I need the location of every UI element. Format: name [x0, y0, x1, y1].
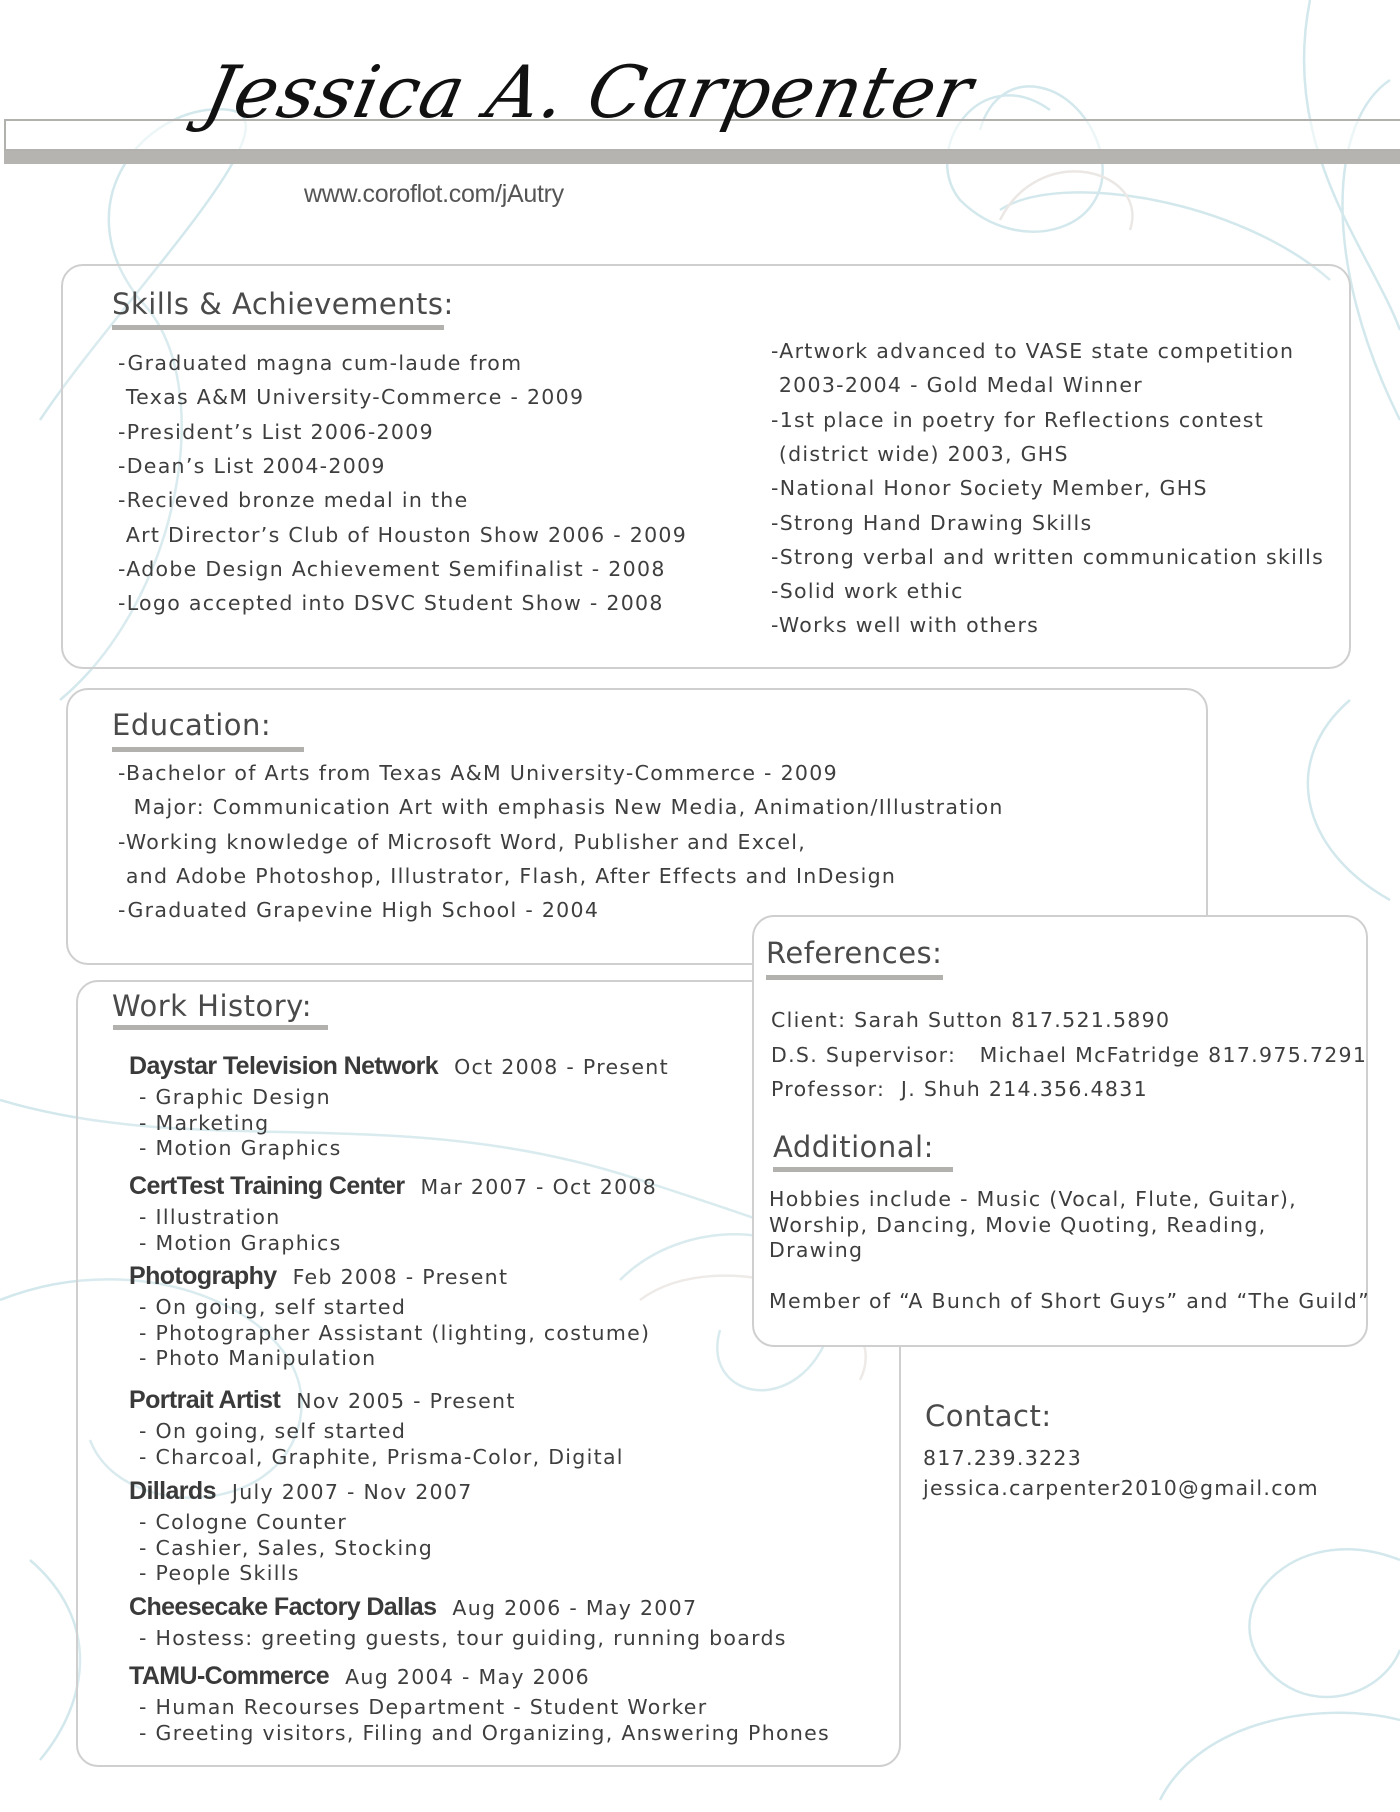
skill-item: -Recieved bronze medal in the: [118, 488, 469, 513]
job-entry: [129, 1170, 657, 1256]
company-name: CertTest Training Center: [129, 1172, 405, 1200]
skill-item: -National Honor Society Member, GHS: [771, 476, 1208, 501]
company-name: Photography: [129, 1262, 277, 1290]
job-duty: - Human Recourses Department - Student Worker: [139, 1695, 708, 1719]
job-entry: [129, 1260, 650, 1372]
name-signature: Jessica A. Carpenter: [197, 50, 981, 134]
skills-heading: Skills & Achievements:: [112, 287, 454, 321]
job-duty: - On going, self started: [139, 1419, 407, 1443]
skill-item: (district wide) 2003, GHS: [771, 441, 1069, 466]
company-name: Dillards: [129, 1477, 216, 1505]
skill-item: Art Director’s Club of Houston Show 2006 - 2009: [118, 522, 688, 547]
job-dates: Feb 2008 - Present: [292, 1265, 509, 1289]
job-duty: - Marketing: [139, 1110, 270, 1135]
job-dates: July 2007 - Nov 2007: [231, 1480, 473, 1504]
education-item: -Bachelor of Arts from Texas A&M University-Commerce - 2009: [118, 761, 838, 785]
reference-item: Professor: J. Shuh 214.356.4831: [771, 1077, 1148, 1102]
additional-heading: Additional:: [773, 1130, 934, 1164]
job-entry: [129, 1384, 624, 1470]
portfolio-link[interactable]: www.coroflot.com/jAutry: [304, 180, 564, 208]
contact-phone[interactable]: 817.239.3223: [923, 1446, 1083, 1470]
job-duty: - People Skills: [139, 1561, 300, 1585]
skill-item: -Strong verbal and written communication skills: [771, 544, 1325, 569]
job-duty: - Photo Manipulation: [139, 1346, 377, 1370]
education-item: and Adobe Photoshop, Illustrator, Flash, After Effects and InDesign: [118, 863, 897, 888]
job-duty: - Cologne Counter: [139, 1510, 348, 1534]
skill-item: -Works well with others: [771, 613, 1040, 638]
job-duty: - Charcoal, Graphite, Prisma-Color, Digital: [139, 1444, 624, 1469]
job-dates: Aug 2006 - May 2007: [452, 1596, 698, 1620]
education-underline: [112, 747, 304, 752]
company-name: TAMU-Commerce: [129, 1662, 330, 1690]
job-entry: [129, 1475, 473, 1587]
header-bar: [4, 151, 1400, 164]
skill-item: -Solid work ethic: [771, 579, 964, 604]
job-duty: - Cashier, Sales, Stocking: [139, 1535, 434, 1560]
job-duty: - Photographer Assistant (lighting, costume): [139, 1320, 651, 1345]
additional-underline: [773, 1167, 953, 1172]
membership-text: Member of “A Bunch of Short Guys” and “The Guild”: [769, 1289, 1371, 1313]
skill-item: -Dean’s List 2004-2009: [118, 453, 386, 478]
education-item: -Working knowledge of Microsoft Word, Publisher and Excel,: [118, 829, 807, 854]
job-dates: Aug 2004 - May 2006: [345, 1665, 591, 1689]
skill-item: -1st place in poetry for Reflections contest: [771, 407, 1265, 432]
education-heading: Education:: [112, 708, 272, 742]
skill-item: 2003-2004 - Gold Medal Winner: [771, 373, 1143, 398]
references-heading: References:: [766, 936, 943, 970]
education-item: -Graduated Grapevine High School - 2004: [118, 898, 600, 923]
skill-item: Texas A&M University-Commerce - 2009: [118, 385, 585, 410]
job-entry: [129, 1591, 787, 1652]
job-dates: Nov 2005 - Present: [296, 1389, 516, 1413]
work-history-underline: [113, 1025, 328, 1030]
job-duty: - On going, self started: [139, 1295, 407, 1319]
job-duty: - Illustration: [139, 1205, 281, 1229]
skill-item: -Adobe Design Achievement Semifinalist - 2008: [118, 556, 666, 581]
hobby-line: Worship, Dancing, Movie Quoting, Reading,: [769, 1212, 1267, 1237]
job-duty: - Motion Graphics: [139, 1230, 342, 1255]
work-history-heading: Work History:: [112, 989, 312, 1023]
education-item: Major: Communication Art with emphasis New Media, Animation/Illustration: [118, 795, 1004, 820]
job-duty: - Greeting visitors, Filing and Organizing, Answering Phones: [139, 1720, 831, 1745]
job-duty: - Motion Graphics: [139, 1136, 342, 1160]
hobby-line: Hobbies include - Music (Vocal, Flute, Guitar),: [769, 1187, 1297, 1211]
reference-item: Client: Sarah Sutton 817.521.5890: [771, 1008, 1171, 1032]
company-name: Portrait Artist: [129, 1386, 281, 1414]
company-name: Cheesecake Factory Dallas: [129, 1593, 437, 1621]
skill-item: -Logo accepted into DSVC Student Show - 2008: [118, 591, 664, 616]
job-dates: Mar 2007 - Oct 2008: [420, 1175, 658, 1199]
contact-email[interactable]: jessica.carpenter2010@gmail.com: [923, 1476, 1319, 1500]
skills-underline: [112, 325, 444, 330]
skill-item: -Strong Hand Drawing Skills: [771, 510, 1093, 535]
job-entry: [129, 1660, 830, 1746]
job-entry: [129, 1050, 669, 1162]
contact-heading: Contact:: [925, 1399, 1052, 1433]
job-duty: - Graphic Design: [139, 1085, 331, 1109]
reference-item: D.S. Supervisor: Michael McFatridge 817.975.7291: [771, 1042, 1368, 1067]
hobby-line: Drawing: [769, 1238, 864, 1262]
skill-item: -Graduated magna cum-laude from: [118, 351, 523, 375]
company-name: Daystar Television Network: [129, 1052, 439, 1080]
skill-item: -Artwork advanced to VASE state competition: [771, 339, 1295, 363]
references-underline: [766, 975, 943, 980]
job-duty: - Hostess: greeting guests, tour guiding, running boards: [139, 1626, 787, 1650]
skill-item: -President’s List 2006-2009: [118, 419, 434, 444]
job-dates: Oct 2008 - Present: [454, 1055, 669, 1079]
